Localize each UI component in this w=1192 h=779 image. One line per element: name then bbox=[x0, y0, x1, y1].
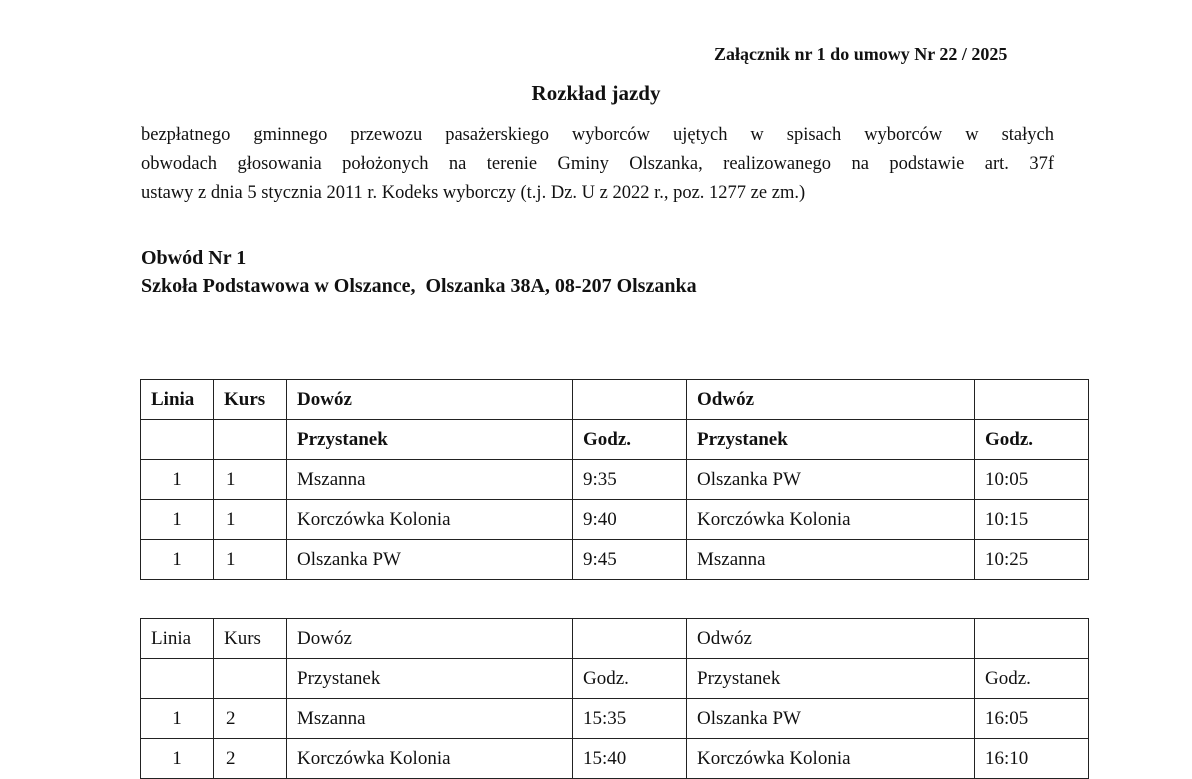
subheader-empty-cell bbox=[141, 659, 214, 699]
cell-linia: 1 bbox=[141, 739, 214, 779]
subheader-time-out: Godz. bbox=[573, 420, 687, 460]
cell-time-back: 10:15 bbox=[975, 500, 1089, 540]
cell-time-out: 9:40 bbox=[573, 500, 687, 540]
cell-kurs: 2 bbox=[214, 699, 287, 739]
header-linia: Linia bbox=[141, 619, 214, 659]
cell-stop-out: Mszanna bbox=[287, 699, 573, 739]
table-row bbox=[141, 739, 1089, 779]
header-linia: Linia bbox=[141, 380, 214, 420]
header-dowoz: Dowóz bbox=[287, 380, 573, 420]
cell-time-back: 10:25 bbox=[975, 540, 1089, 580]
annex-label: Załącznik nr 1 do umowy Nr 22 / 2025 bbox=[714, 44, 1008, 64]
cell-kurs: 1 bbox=[214, 460, 287, 500]
document-title-text: Rozkład jazdy bbox=[531, 81, 661, 105]
header-odwoz: Odwóz bbox=[687, 619, 975, 659]
header-kurs: Kurs bbox=[214, 619, 287, 659]
header-empty-cell bbox=[573, 380, 687, 420]
subheader-time-out: Godz. bbox=[573, 659, 687, 699]
header-empty-cell bbox=[975, 380, 1089, 420]
district-number: Obwód Nr 1 bbox=[141, 247, 247, 269]
table-subheader-row bbox=[141, 659, 1089, 699]
cell-stop-back: Korczówka Kolonia bbox=[687, 500, 975, 540]
subheader-time-back: Godz. bbox=[975, 420, 1089, 460]
cell-stop-out: Mszanna bbox=[287, 460, 573, 500]
table-row bbox=[141, 460, 1089, 500]
schedule-table-course-2 bbox=[140, 618, 1089, 779]
table-row bbox=[141, 500, 1089, 540]
table-row bbox=[141, 699, 1089, 739]
cell-kurs: 2 bbox=[214, 739, 287, 779]
cell-time-out: 9:35 bbox=[573, 460, 687, 500]
table-header-row bbox=[141, 619, 1089, 659]
cell-kurs: 1 bbox=[214, 540, 287, 580]
intro-line: ustawy z dnia 5 stycznia 2011 r. Kodeks wyborczy (t.j. Dz. U z 2022 r., poz. 1277 ze zm.) bbox=[141, 183, 806, 203]
cell-stop-out: Olszanka PW bbox=[287, 540, 573, 580]
cell-stop-back: Mszanna bbox=[687, 540, 975, 580]
intro-line: obwodach głosowania położonych na terenie Gminy Olszanka, realizowanego na podstawie art. 37f bbox=[141, 154, 1054, 174]
district-address: Szkoła Podstawowa w Olszance, Olszanka 38A, 08-207 Olszanka bbox=[141, 275, 697, 297]
intro-paragraph bbox=[141, 121, 1054, 208]
subheader-stop-back: Przystanek bbox=[687, 659, 975, 699]
header-odwoz: Odwóz bbox=[687, 380, 975, 420]
subheader-time-back: Godz. bbox=[975, 659, 1089, 699]
cell-time-back: 16:10 bbox=[975, 739, 1089, 779]
cell-time-out: 9:45 bbox=[573, 540, 687, 580]
cell-kurs: 1 bbox=[214, 500, 287, 540]
cell-stop-back: Korczówka Kolonia bbox=[687, 739, 975, 779]
cell-linia: 1 bbox=[141, 699, 214, 739]
subheader-stop-out: Przystanek bbox=[287, 659, 573, 699]
subheader-stop-back: Przystanek bbox=[687, 420, 975, 460]
table-header-row bbox=[141, 380, 1089, 420]
table-row bbox=[141, 540, 1089, 580]
intro-line: bezpłatnego gminnego przewozu pasażerskiego wyborców ujętych w spisach wyborców w stałych bbox=[141, 125, 1054, 145]
subheader-empty-cell bbox=[214, 420, 287, 460]
table-subheader-row bbox=[141, 420, 1089, 460]
cell-stop-back: Olszanka PW bbox=[687, 460, 975, 500]
header-kurs: Kurs bbox=[214, 380, 287, 420]
cell-time-back: 16:05 bbox=[975, 699, 1089, 739]
document-title bbox=[0, 81, 1192, 106]
header-empty-cell bbox=[975, 619, 1089, 659]
header-empty-cell bbox=[573, 619, 687, 659]
cell-time-out: 15:35 bbox=[573, 699, 687, 739]
subheader-empty-cell bbox=[141, 420, 214, 460]
subheader-empty-cell bbox=[214, 659, 287, 699]
cell-linia: 1 bbox=[141, 540, 214, 580]
cell-stop-out: Korczówka Kolonia bbox=[287, 739, 573, 779]
cell-time-back: 10:05 bbox=[975, 460, 1089, 500]
subheader-stop-out: Przystanek bbox=[287, 420, 573, 460]
cell-linia: 1 bbox=[141, 460, 214, 500]
header-dowoz: Dowóz bbox=[287, 619, 573, 659]
cell-stop-back: Olszanka PW bbox=[687, 699, 975, 739]
cell-time-out: 15:40 bbox=[573, 739, 687, 779]
cell-linia: 1 bbox=[141, 500, 214, 540]
cell-stop-out: Korczówka Kolonia bbox=[287, 500, 573, 540]
schedule-table-course-1 bbox=[140, 379, 1089, 580]
